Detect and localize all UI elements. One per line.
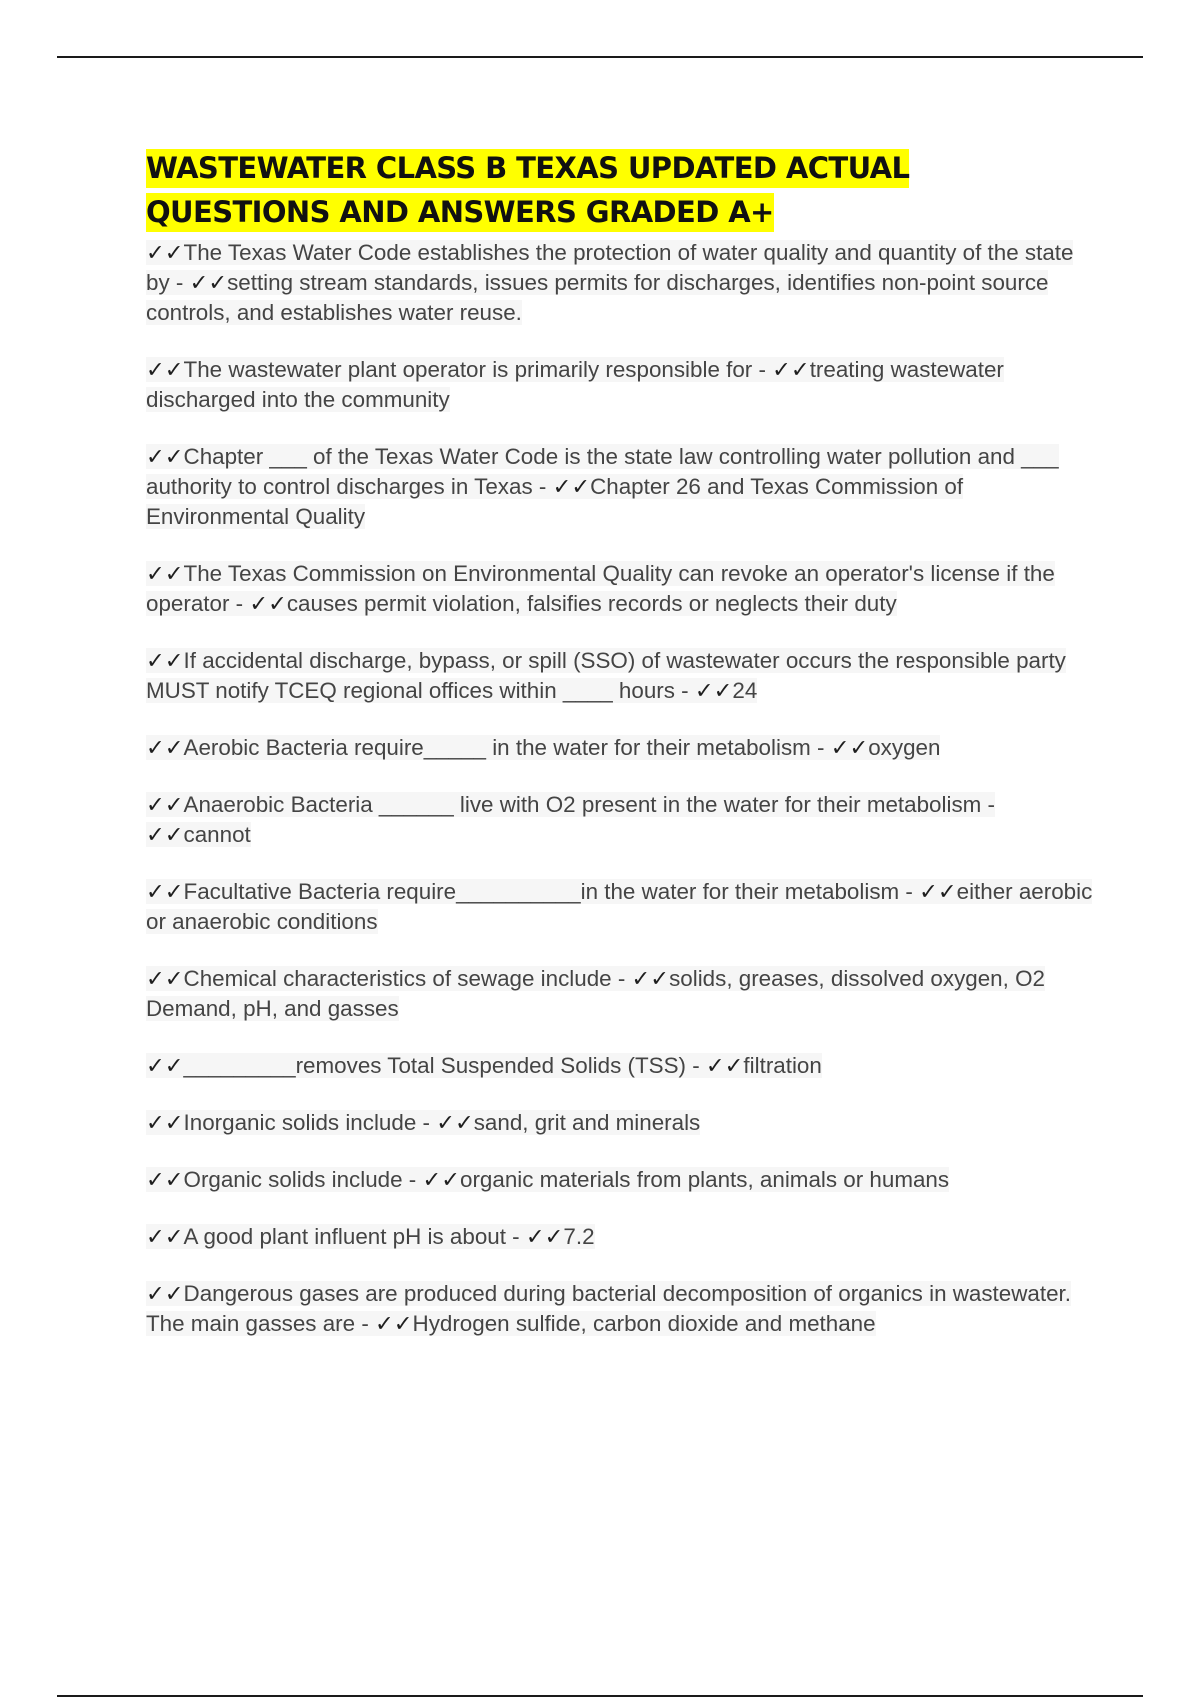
question-text: Dangerous gases are produced during bacterial decomposition of organics in wastewater. The main gasses are: [146, 1281, 1071, 1336]
check-marks-icon: ✓✓: [146, 1281, 184, 1306]
question-text: Facultative Bacteria require__________in the water for their metabolism: [183, 879, 900, 904]
question-text: If accidental discharge, bypass, or spill (SSO) of wastewater occurs the responsible party MUST notify TCEQ regional offices within ____ hours: [146, 648, 1066, 703]
document-body: [146, 146, 1096, 1366]
qa-item: [146, 1222, 1096, 1252]
qa-item: [146, 1279, 1096, 1339]
check-marks-icon: ✓✓: [146, 735, 184, 760]
check-marks-icon: ✓✓: [146, 966, 184, 991]
qa-item: [146, 1108, 1096, 1138]
answer-text: either aerobic or anaerobic conditions: [146, 879, 1093, 934]
check-marks-icon: ✓✓: [146, 879, 184, 904]
answer-text: setting stream standards, issues permits for discharges, identifies non-point source controls, and establishes water reuse.: [146, 270, 1049, 325]
question-text: Organic solids include: [183, 1167, 403, 1192]
separator: -: [685, 1053, 706, 1078]
qa-item: [146, 964, 1096, 1024]
answer-text: 24: [732, 678, 758, 703]
bottom-rule: [57, 1695, 1143, 1697]
separator: -: [229, 591, 250, 616]
check-marks-icon: ✓✓: [552, 474, 591, 499]
qa-item: [146, 355, 1096, 415]
qa-list: [146, 238, 1096, 1339]
question-text: The Texas Commission on Environmental Quality can revoke an operator's license if the operator: [146, 561, 1055, 616]
check-marks-icon: ✓✓: [146, 444, 184, 469]
separator: -: [981, 792, 995, 817]
check-marks-icon: ✓✓: [146, 1110, 184, 1135]
check-marks-icon: ✓✓: [694, 678, 733, 703]
answer-text: Hydrogen sulfide, carbon dioxide and methane: [412, 1311, 876, 1336]
qa-item: [146, 646, 1096, 706]
separator: -: [752, 357, 773, 382]
answer-text: 7.2: [563, 1224, 595, 1249]
separator: -: [416, 1110, 437, 1135]
check-marks-icon: ✓✓: [525, 1224, 564, 1249]
separator: -: [505, 1224, 526, 1249]
answer-text: sand, grit and minerals: [473, 1110, 701, 1135]
question-text: Inorganic solids include: [183, 1110, 417, 1135]
question-text: The wastewater plant operator is primarily responsible for: [183, 357, 753, 382]
qa-item: [146, 238, 1096, 328]
question-text: Chapter ___ of the Texas Water Code is the state law controlling water pollution and ___ authority to control discharges in Texas: [146, 444, 1059, 499]
separator: -: [674, 678, 695, 703]
separator: -: [899, 879, 920, 904]
check-marks-icon: ✓✓: [830, 735, 869, 760]
title-line-1: WASTEWATER CLASS B TEXAS UPDATED ACTUAL: [146, 149, 909, 188]
check-marks-icon: ✓✓: [189, 270, 228, 295]
qa-item: [146, 442, 1096, 532]
top-rule: [57, 56, 1143, 58]
separator: -: [611, 966, 632, 991]
check-marks-icon: ✓✓: [146, 240, 184, 265]
question-text: The Texas Water Code establishes the protection of water quality and quantity of the state by: [146, 240, 1074, 295]
qa-item: [146, 1051, 1096, 1081]
answer-text: organic materials from plants, animals or humans: [460, 1167, 950, 1192]
qa-item: [146, 733, 1096, 763]
check-marks-icon: ✓✓: [919, 879, 957, 904]
check-marks-icon: ✓✓: [436, 1110, 474, 1135]
answer-text: oxygen: [868, 735, 941, 760]
qa-item: [146, 877, 1096, 937]
document-title: [146, 146, 1096, 234]
check-marks-icon: ✓✓: [249, 591, 287, 616]
separator: -: [402, 1167, 423, 1192]
qa-item: [146, 790, 1096, 850]
check-marks-icon: ✓✓: [146, 1224, 184, 1249]
answer-text: filtration: [743, 1053, 822, 1078]
question-text: Chemical characteristics of sewage include: [183, 966, 612, 991]
check-marks-icon: ✓✓: [146, 561, 184, 586]
check-marks-icon: ✓✓: [375, 1311, 413, 1336]
answer-text: cannot: [183, 822, 251, 847]
check-marks-icon: ✓✓: [146, 357, 184, 382]
check-marks-icon: ✓✓: [705, 1053, 744, 1078]
separator: -: [810, 735, 831, 760]
question-text: Aerobic Bacteria require_____ in the water for their metabolism: [183, 735, 811, 760]
separator: -: [355, 1311, 375, 1336]
check-marks-icon: ✓✓: [772, 357, 810, 382]
separator: -: [169, 270, 190, 295]
answer-text: solids, greases, dissolved oxygen, O2 Demand, pH, and gasses: [146, 966, 1045, 1021]
answer-text: Chapter 26 and Texas Commission of Environmental Quality: [146, 474, 964, 529]
check-marks-icon: ✓✓: [146, 1053, 184, 1078]
question-text: Anaerobic Bacteria ______ live with O2 present in the water for their metabolism: [183, 792, 982, 817]
check-marks-icon: ✓✓: [146, 648, 184, 673]
check-marks-icon: ✓✓: [146, 822, 184, 847]
check-marks-icon: ✓✓: [146, 1167, 184, 1192]
separator: -: [532, 474, 553, 499]
check-marks-icon: ✓✓: [631, 966, 670, 991]
qa-item: [146, 1165, 1096, 1195]
title-line-2: QUESTIONS AND ANSWERS GRADED A+: [146, 193, 774, 232]
check-marks-icon: ✓✓: [422, 1167, 461, 1192]
question-text: A good plant influent pH is about: [183, 1224, 506, 1249]
check-marks-icon: ✓✓: [146, 792, 184, 817]
answer-text: treating wastewater discharged into the community: [146, 357, 1004, 412]
answer-text: causes permit violation, falsifies records or neglects their duty: [286, 591, 897, 616]
qa-item: [146, 559, 1096, 619]
question-text: _________removes Total Suspended Solids (TSS): [183, 1053, 686, 1078]
